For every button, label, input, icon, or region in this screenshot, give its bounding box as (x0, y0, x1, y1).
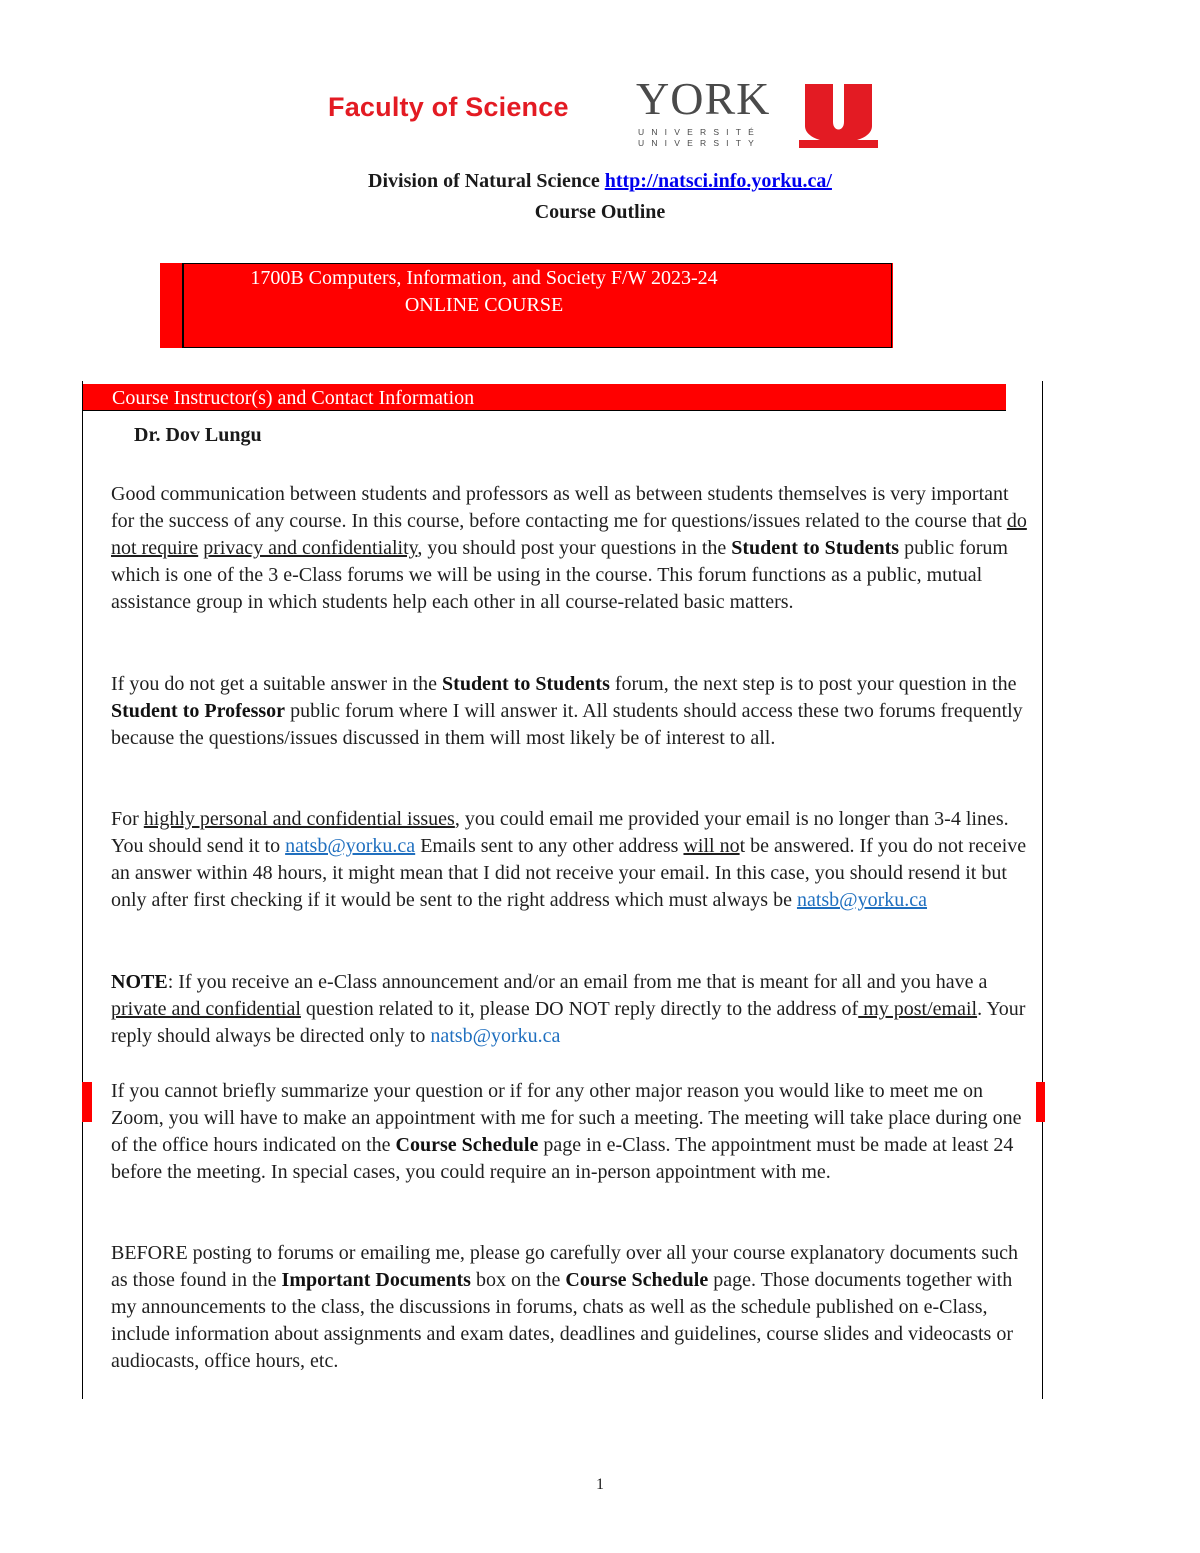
text: If you cannot briefly summarize your question or if for any other major reason you would like to meet me on Zoom, you will have to make an appointment with me for such a meeting. The meeting will take place during one of the office hours indicated on the (111, 1080, 1022, 1157)
bold-text: Student to Students (731, 537, 900, 560)
text: Emails sent to any other address (415, 835, 684, 858)
underlined-text: private and confidential (111, 998, 301, 1021)
email-link[interactable]: natsb@yorku.ca (285, 835, 416, 858)
underlined-text: do not require (111, 510, 1027, 560)
course-title-text (184, 265, 784, 319)
bold-text: Important Documents (281, 1269, 471, 1292)
text: For (111, 808, 144, 830)
text: , you could email me provided your email is no longer than 3-4 lines. You should send it to (111, 808, 1009, 858)
text: public forum where I will answer it. All students should access these two forums frequently because the questions/issues discussed in them will most likely be of interest to all. (111, 700, 1023, 750)
logo-wordmark: YORK (636, 73, 771, 124)
logo-subtitle-en: UNIVERSITY (638, 138, 762, 148)
paragraph-zoom-appointment (111, 1078, 1031, 1186)
text: . Your reply should always be directed only to (111, 998, 1026, 1048)
text: BEFORE posting to forums or emailing me, please go carefully over all your course explanatory documents such as those found in the (111, 1242, 1019, 1292)
text: page in e-Class. The appointment must be made at least 24 before the meeting. In special cases, you could require an in-person appointment with me. (111, 1134, 1014, 1184)
text: question related to it, please DO NOT reply directly to the address of (300, 998, 859, 1021)
text: public forum which is one of the 3 e-Class forums we will be using in the course. This forum functions as a public, mutual assistance group in which students help each other in all course-related basic matters. (111, 537, 1008, 614)
underlined-text: my post/email (858, 998, 978, 1021)
york-university-logo (636, 73, 878, 150)
underlined-text: privacy and confidentiality (203, 537, 418, 560)
text: page. Those documents together with my announcements to the class, the discussions in forums, chats as well as the schedule published on e-Class, include information about assignments and exam dates, deadlines and guidelines, course slides and videocasts or audiocasts, office hours, etc. (111, 1269, 1013, 1373)
page-number: 1 (596, 1476, 604, 1493)
text: box on the (470, 1269, 566, 1292)
email-link[interactable]: natsb@yorku.ca (430, 1025, 561, 1048)
bold-text: Course Schedule (395, 1134, 539, 1157)
paragraph-communication (111, 481, 1031, 616)
division-line (0, 170, 1200, 193)
email-link[interactable]: natsb@yorku.ca (796, 889, 928, 912)
section-frame-right (1042, 381, 1043, 1399)
division-link[interactable]: http://natsci.info.yorku.ca/ (604, 170, 832, 192)
course-outline-heading: Course Outline (534, 201, 666, 223)
section-frame-left (82, 381, 83, 1399)
logo-subtitle-fr: UNIVERSITÉ (638, 127, 762, 137)
bold-text: Student to Students (442, 673, 610, 695)
division-label: Division of Natural Science (368, 170, 605, 192)
section-heading-bar (83, 384, 1006, 411)
york-u-icon (799, 82, 878, 148)
paragraph-forums (111, 671, 1031, 752)
instructor-name: Dr. Dov Lungu (134, 424, 262, 446)
section-heading: Course Instructor(s) and Contact Information (112, 387, 475, 409)
course-title-box (160, 263, 893, 348)
bold-text: Student to Professor (111, 700, 286, 723)
underlined-text: will no (683, 835, 740, 858)
text: , you should post your questions in the (417, 537, 732, 560)
text: Good communication between students and professors as well as between students themselves is very important for the success of any course. In this course, before contacting me for questions/issues related to the course that (111, 483, 1009, 533)
course-mode: ONLINE COURSE (404, 294, 564, 316)
paragraph-email (111, 806, 1031, 914)
bold-text: Course Schedule (565, 1269, 709, 1292)
title-box-accent (160, 263, 184, 348)
red-margin-mark-right (1036, 1082, 1045, 1122)
text: If you do not get a suitable answer in the (111, 673, 443, 695)
text: : If you receive an e-Class announcement and/or an email from me that is meant for all and you have a (167, 971, 988, 993)
underlined-text: highly personal and confidential issues (143, 808, 455, 830)
paragraph-note (111, 969, 1031, 1050)
red-margin-mark-left (82, 1082, 92, 1122)
text: forum, the next step is to post your question in the (609, 673, 1017, 695)
paragraph-before-posting (111, 1240, 1031, 1375)
bold-text: NOTE (111, 971, 168, 993)
text: t be answered. If you do not receive an answer within 48 hours, it might mean that I did not receive your email. In this case, you should resend it but only after first checking if it would be sent to the right address which must always be (111, 835, 1027, 912)
course-title: 1700B Computers, Information, and Society F/W 2023-24 (250, 267, 718, 289)
faculty-title: Faculty of Science (328, 92, 569, 122)
